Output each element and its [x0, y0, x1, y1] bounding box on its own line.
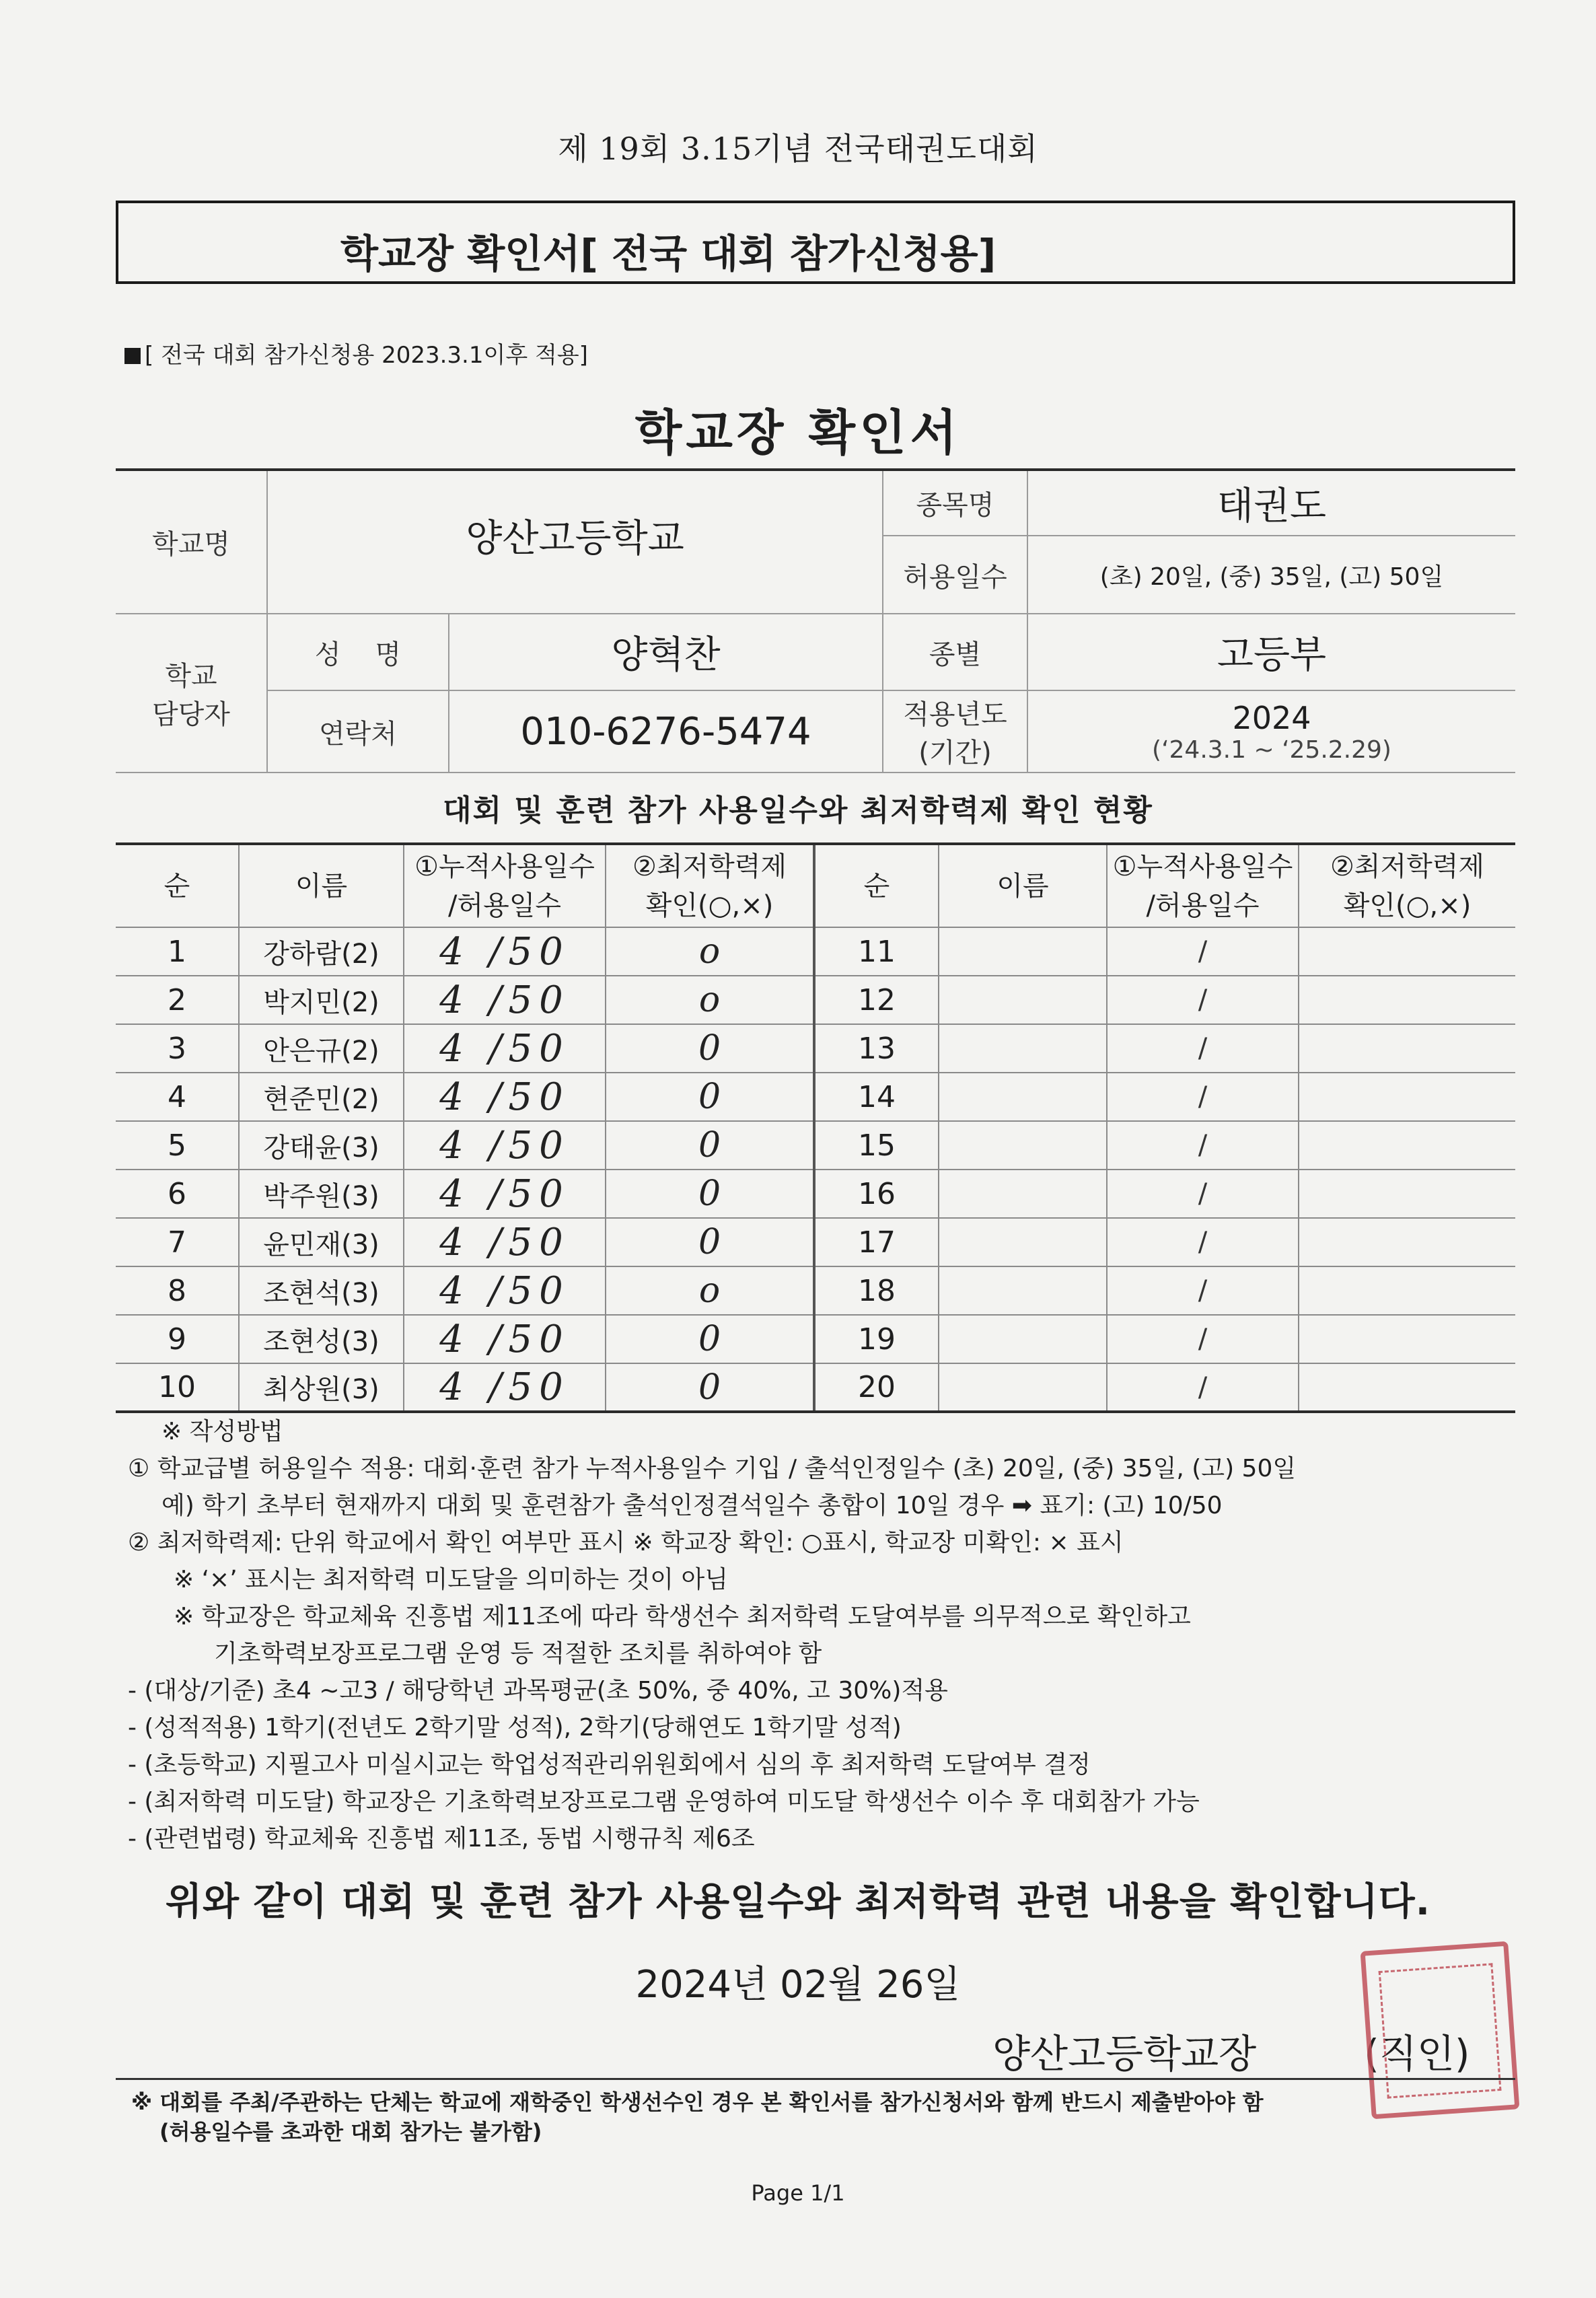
usage-days-cell — [404, 1170, 606, 1218]
usage-days-2: / — [1198, 1227, 1208, 1258]
row-number-2: 12 — [858, 982, 896, 1017]
header-no-2: 순 — [814, 844, 939, 927]
section-heading: 대회 및 훈련 참가 사용일수와 최저학력제 확인 현황 — [443, 793, 1153, 828]
division-label: 종별 — [883, 614, 1027, 690]
official-seal-stamp — [1361, 1941, 1520, 2120]
usage-days-2-cell — [1107, 1363, 1299, 1412]
grade-check-2-cell — [1299, 1266, 1515, 1315]
row-number: 5 — [168, 1128, 186, 1163]
grade-check-2-cell — [1299, 1121, 1515, 1170]
grade-check: o — [698, 1270, 721, 1311]
row-number: 10 — [158, 1370, 196, 1404]
manager-label-line1: 학교 — [165, 661, 217, 692]
usage-days-cell — [404, 1073, 606, 1121]
year-label — [883, 690, 1027, 773]
usage-days-2-cell — [1107, 1073, 1299, 1121]
usage-days-2-cell — [1107, 1218, 1299, 1266]
usage-days-2: / — [1198, 1178, 1208, 1209]
grade-check: 0 — [698, 1222, 721, 1262]
year-label-line1: 적용년도 — [903, 699, 1007, 730]
usage-days-2-cell — [1107, 1315, 1299, 1363]
row-number-2-cell — [814, 1363, 939, 1412]
row-number-2: 17 — [858, 1225, 896, 1260]
header-check-2 — [1299, 844, 1515, 927]
usage-days-2: / — [1198, 1275, 1208, 1306]
student-name-cell — [239, 1218, 404, 1266]
instruction-line: ※ 학교장은 학교체육 진흥법 제11조에 따라 학생선수 최저학력 도달여부를 의무적으로 확인하고 — [174, 1603, 1191, 1630]
grade-check-2-cell — [1299, 976, 1515, 1024]
instruction-line: 예) 학기 초부터 현재까지 대회 및 훈련참가 출석인정결석일수 총합이 10일 경우 ➡ 표기: (고) 10/50 — [161, 1492, 1223, 1519]
grade-check: 0 — [698, 1028, 721, 1069]
usage-days-2: / — [1198, 1033, 1208, 1064]
period-value: (‘24.3.1 ~ ‘25.2.29) — [1152, 735, 1391, 764]
header-days-2-line1: ①누적사용일수 — [1112, 851, 1293, 882]
contact-value: 010-6276-5474 — [449, 690, 883, 773]
usage-days-cell — [404, 1121, 606, 1170]
student-name-2-cell — [939, 1266, 1107, 1315]
student-name-2-cell — [939, 927, 1107, 976]
usage-days: 4 /50 — [439, 1075, 570, 1119]
manager-name: 양혁찬 — [449, 614, 883, 690]
student-name-cell — [239, 1121, 404, 1170]
grade-check: 0 — [698, 1174, 721, 1214]
student-name-cell — [239, 1073, 404, 1121]
table-row — [116, 1121, 1515, 1170]
row-number: 4 — [168, 1079, 186, 1114]
instruction-line: - (대상/기준) 초4 ~고3 / 해당학년 과목평균(초 50%, 중 40%, 고 30%)적용 — [128, 1677, 948, 1704]
info-table — [116, 468, 1515, 773]
row-number-cell — [116, 1024, 239, 1073]
student-name-cell — [239, 1315, 404, 1363]
student-name-cell — [239, 1170, 404, 1218]
usage-days-2-cell — [1107, 1170, 1299, 1218]
usage-days-cell — [404, 976, 606, 1024]
student-name-2-cell — [939, 1218, 1107, 1266]
grade-check-2-cell — [1299, 1363, 1515, 1412]
row-number-2-cell — [814, 1024, 939, 1073]
header-days-line1: ①누적사용일수 — [414, 851, 595, 882]
contact-label: 연락처 — [267, 690, 449, 773]
header-check-2-line1: ②최저학력제 — [1330, 851, 1485, 882]
grade-check-cell — [606, 1024, 814, 1073]
document-title: 학교장 확인서 — [634, 404, 962, 461]
row-number-2-cell — [814, 927, 939, 976]
footnote-line: (허용일수를 초과한 대회 참가는 불가함) — [159, 2119, 542, 2145]
instruction-line: - (관련법령) 학교체육 진흥법 제11조, 동법 시행규칙 제6조 — [128, 1825, 755, 1853]
instructions — [128, 1413, 1527, 1857]
row-number-cell — [116, 1363, 239, 1412]
year-value: 2024 — [1232, 699, 1311, 736]
instruction-line: - (초등학교) 지필고사 미실시교는 학업성적관리위원회에서 심의 후 최저학력 도달여부 결정 — [128, 1751, 1091, 1779]
instruction-line: - (성적적용) 1학기(전년도 2학기말 성적), 2학기(당해연도 1학기말 성적) — [128, 1714, 902, 1742]
row-number-cell — [116, 976, 239, 1024]
student-name-2-cell — [939, 976, 1107, 1024]
square-bullet-icon — [124, 348, 141, 364]
student-name-cell — [239, 1024, 404, 1073]
instruction-line: ① 학교급별 허용일수 적용: 대회·훈련 참가 누적사용일수 기입 / 출석인정일수 (초) 20일, (중) 35일, (고) 50일 — [128, 1455, 1297, 1482]
grade-check-cell — [606, 1170, 814, 1218]
usage-days: 4 /50 — [439, 1026, 570, 1071]
instruction-line: 기초학력보장프로그램 운영 등 적절한 조치를 취하여야 함 — [214, 1640, 822, 1667]
row-number-2: 18 — [858, 1273, 896, 1308]
row-number-2-cell — [814, 1315, 939, 1363]
grade-check-2-cell — [1299, 927, 1515, 976]
row-number: 8 — [168, 1273, 186, 1308]
student-name: 최상원(3) — [263, 1374, 379, 1405]
row-number-2-cell — [814, 1170, 939, 1218]
row-number-cell — [116, 1218, 239, 1266]
manager-label — [116, 614, 267, 773]
header-days — [404, 844, 606, 927]
instruction-line: - (최저학력 미도달) 학교장은 기초학력보장프로그램 운영하여 미도달 학생선수 이수 후 대회참가 가능 — [128, 1788, 1200, 1816]
event-label: 종목명 — [883, 470, 1027, 536]
student-name-2-cell — [939, 1170, 1107, 1218]
grade-check: o — [698, 980, 721, 1020]
header-check-2-line2: 확인(○,×) — [1343, 890, 1472, 921]
grade-check-cell — [606, 976, 814, 1024]
principal-name: 양산고등학교장 — [992, 2031, 1257, 2077]
seal-label: (직인) — [1364, 2031, 1470, 2077]
row-number-2: 19 — [858, 1322, 896, 1357]
student-name: 조현석(3) — [263, 1277, 379, 1309]
row-number-2-cell — [814, 1218, 939, 1266]
row-number-2: 15 — [858, 1128, 896, 1163]
grade-check-2-cell — [1299, 1218, 1515, 1266]
usage-days: 4 /50 — [439, 1220, 570, 1264]
table-row — [116, 1363, 1515, 1412]
row-number: 1 — [168, 934, 186, 969]
table-row — [116, 1024, 1515, 1073]
row-number-cell — [116, 1121, 239, 1170]
student-name: 강태윤(3) — [263, 1132, 379, 1163]
name-label: 성 명 — [267, 614, 449, 690]
footer-divider — [116, 2078, 1515, 2080]
row-number-2-cell — [814, 1266, 939, 1315]
grade-check-cell — [606, 927, 814, 976]
table-row — [116, 976, 1515, 1024]
header-check-line2: 확인(○,×) — [645, 890, 774, 921]
row-number-cell — [116, 1073, 239, 1121]
event-value: 태권도 — [1027, 470, 1515, 536]
row-number: 9 — [168, 1322, 186, 1357]
days-value: (초) 20일, (중) 35일, (고) 50일 — [1027, 536, 1515, 614]
student-name: 조현성(3) — [263, 1326, 379, 1357]
row-number-cell — [116, 927, 239, 976]
header-days-2-line2: /허용일수 — [1146, 890, 1260, 921]
row-number: 7 — [168, 1225, 186, 1260]
header-days-2 — [1107, 844, 1299, 927]
student-name: 현준민(2) — [263, 1083, 379, 1115]
row-number-2-cell — [814, 976, 939, 1024]
grade-check: o — [698, 931, 721, 972]
header-check-line1: ②최저학력제 — [632, 851, 787, 882]
notice-text: [ 전국 대회 참가신청용 2023.3.1이후 적용] — [145, 342, 588, 369]
usage-days-2-cell — [1107, 1024, 1299, 1073]
row-number-cell — [116, 1315, 239, 1363]
header-name-2: 이름 — [939, 844, 1107, 927]
table-row — [116, 1315, 1515, 1363]
school-name: 양산고등학교 — [466, 516, 684, 561]
usage-days-2-cell — [1107, 1266, 1299, 1315]
student-name-cell — [239, 927, 404, 976]
student-name-cell — [239, 1363, 404, 1412]
usage-days-2-cell — [1107, 976, 1299, 1024]
student-name-2-cell — [939, 1315, 1107, 1363]
grade-check-cell — [606, 1073, 814, 1121]
usage-days-2-cell — [1107, 1121, 1299, 1170]
grade-check-cell — [606, 1218, 814, 1266]
grade-check-cell — [606, 1266, 814, 1315]
usage-days-2: / — [1198, 1130, 1208, 1161]
row-number-2-cell — [814, 1121, 939, 1170]
grade-check-cell — [606, 1363, 814, 1412]
usage-days: 4 /50 — [439, 1268, 570, 1313]
footnote — [131, 2087, 1264, 2147]
usage-days-2: / — [1198, 1371, 1208, 1403]
instruction-line: ② 최저학력제: 단위 학교에서 확인 여부만 표시 ※ 학교장 확인: ○표시, 학교장 미확인: × 표시 — [128, 1529, 1124, 1556]
row-number: 6 — [168, 1176, 186, 1211]
manager-label-line2: 담당자 — [152, 699, 230, 730]
usage-days-cell — [404, 1218, 606, 1266]
student-name: 강하람(2) — [263, 938, 379, 970]
table-row — [116, 1073, 1515, 1121]
grade-check: 0 — [698, 1319, 721, 1359]
days-label: 허용일수 — [883, 536, 1027, 614]
grade-check: 0 — [698, 1125, 721, 1165]
header-days-line2: /허용일수 — [447, 890, 562, 921]
row-number-2: 11 — [858, 934, 896, 969]
student-name: 박주원(3) — [263, 1180, 379, 1212]
division-value: 고등부 — [1027, 614, 1515, 690]
usage-days-cell — [404, 1363, 606, 1412]
student-name: 박지민(2) — [263, 986, 379, 1018]
row-number: 3 — [168, 1031, 186, 1066]
school-label: 학교명 — [116, 470, 267, 614]
grade-check-2-cell — [1299, 1024, 1515, 1073]
usage-days: 4 /50 — [439, 1317, 570, 1361]
row-number-2-cell — [814, 1073, 939, 1121]
student-name-2-cell — [939, 1363, 1107, 1412]
usage-days-2: / — [1198, 984, 1208, 1015]
header-name: 이름 — [239, 844, 404, 927]
student-name-cell — [239, 976, 404, 1024]
usage-days: 4 /50 — [439, 1365, 570, 1409]
year-label-line2: (기간) — [918, 738, 992, 768]
student-name-2-cell — [939, 1024, 1107, 1073]
table-row — [116, 1170, 1515, 1218]
confirm-statement: 위와 같이 대회 및 훈련 참가 사용일수와 최저학력 관련 내용을 확인합니다. — [165, 1880, 1431, 1924]
grade-check: 0 — [698, 1077, 721, 1117]
box-title: 학교장 확인서[ 전국 대회 참가신청용] — [340, 231, 996, 277]
usage-days: 4 /50 — [439, 978, 570, 1022]
notice-line — [124, 336, 588, 369]
grade-check-2-cell — [1299, 1170, 1515, 1218]
table-row — [116, 1218, 1515, 1266]
usage-days: 4 /50 — [439, 1172, 570, 1216]
page-number: Page 1/1 — [751, 2180, 845, 2206]
usage-days: 4 /50 — [439, 1123, 570, 1168]
header-check — [606, 844, 814, 927]
row-number: 2 — [168, 982, 186, 1017]
usage-days-2: / — [1198, 936, 1208, 967]
row-number-2: 14 — [858, 1079, 896, 1114]
student-name-2-cell — [939, 1073, 1107, 1121]
student-name-cell — [239, 1266, 404, 1315]
grade-check-2-cell — [1299, 1073, 1515, 1121]
usage-days: 4 /50 — [439, 929, 570, 974]
event-title: 제 19회 3.15기념 전국태권도대회 — [558, 131, 1038, 167]
issue-date: 2024년 02월 26일 — [635, 1963, 961, 2007]
row-number-2: 20 — [858, 1370, 896, 1404]
row-number-2: 13 — [858, 1031, 896, 1066]
row-number-cell — [116, 1266, 239, 1315]
footnote-line: ※ 대회를 주최/주관하는 단체는 학교에 재학중인 학생선수인 경우 본 확인서를 참가신청서와 함께 반드시 제출받아야 함 — [131, 2089, 1264, 2115]
usage-days-cell — [404, 1315, 606, 1363]
usage-days-2: / — [1198, 1081, 1208, 1112]
usage-days-2: / — [1198, 1324, 1208, 1355]
student-name: 안은규(2) — [263, 1035, 379, 1067]
grade-check-cell — [606, 1121, 814, 1170]
usage-days-cell — [404, 927, 606, 976]
table-row — [116, 1266, 1515, 1315]
student-name: 윤민재(3) — [263, 1229, 379, 1260]
title-box — [116, 201, 1515, 284]
grade-check: 0 — [698, 1367, 721, 1408]
year-cell — [1027, 690, 1515, 773]
table-row — [116, 927, 1515, 976]
student-name-2-cell — [939, 1121, 1107, 1170]
row-number-cell — [116, 1170, 239, 1218]
roster-table — [116, 842, 1515, 1413]
usage-days-cell — [404, 1024, 606, 1073]
instruction-line: ※ ‘×’ 표시는 최저학력 미도달을 의미하는 것이 아님 — [174, 1566, 729, 1593]
instruction-heading: ※ 작성방법 — [161, 1418, 283, 1445]
usage-days-cell — [404, 1266, 606, 1315]
grade-check-2-cell — [1299, 1315, 1515, 1363]
row-number-2: 16 — [858, 1176, 896, 1211]
usage-days-2-cell — [1107, 927, 1299, 976]
header-no: 순 — [116, 844, 239, 927]
grade-check-cell — [606, 1315, 814, 1363]
